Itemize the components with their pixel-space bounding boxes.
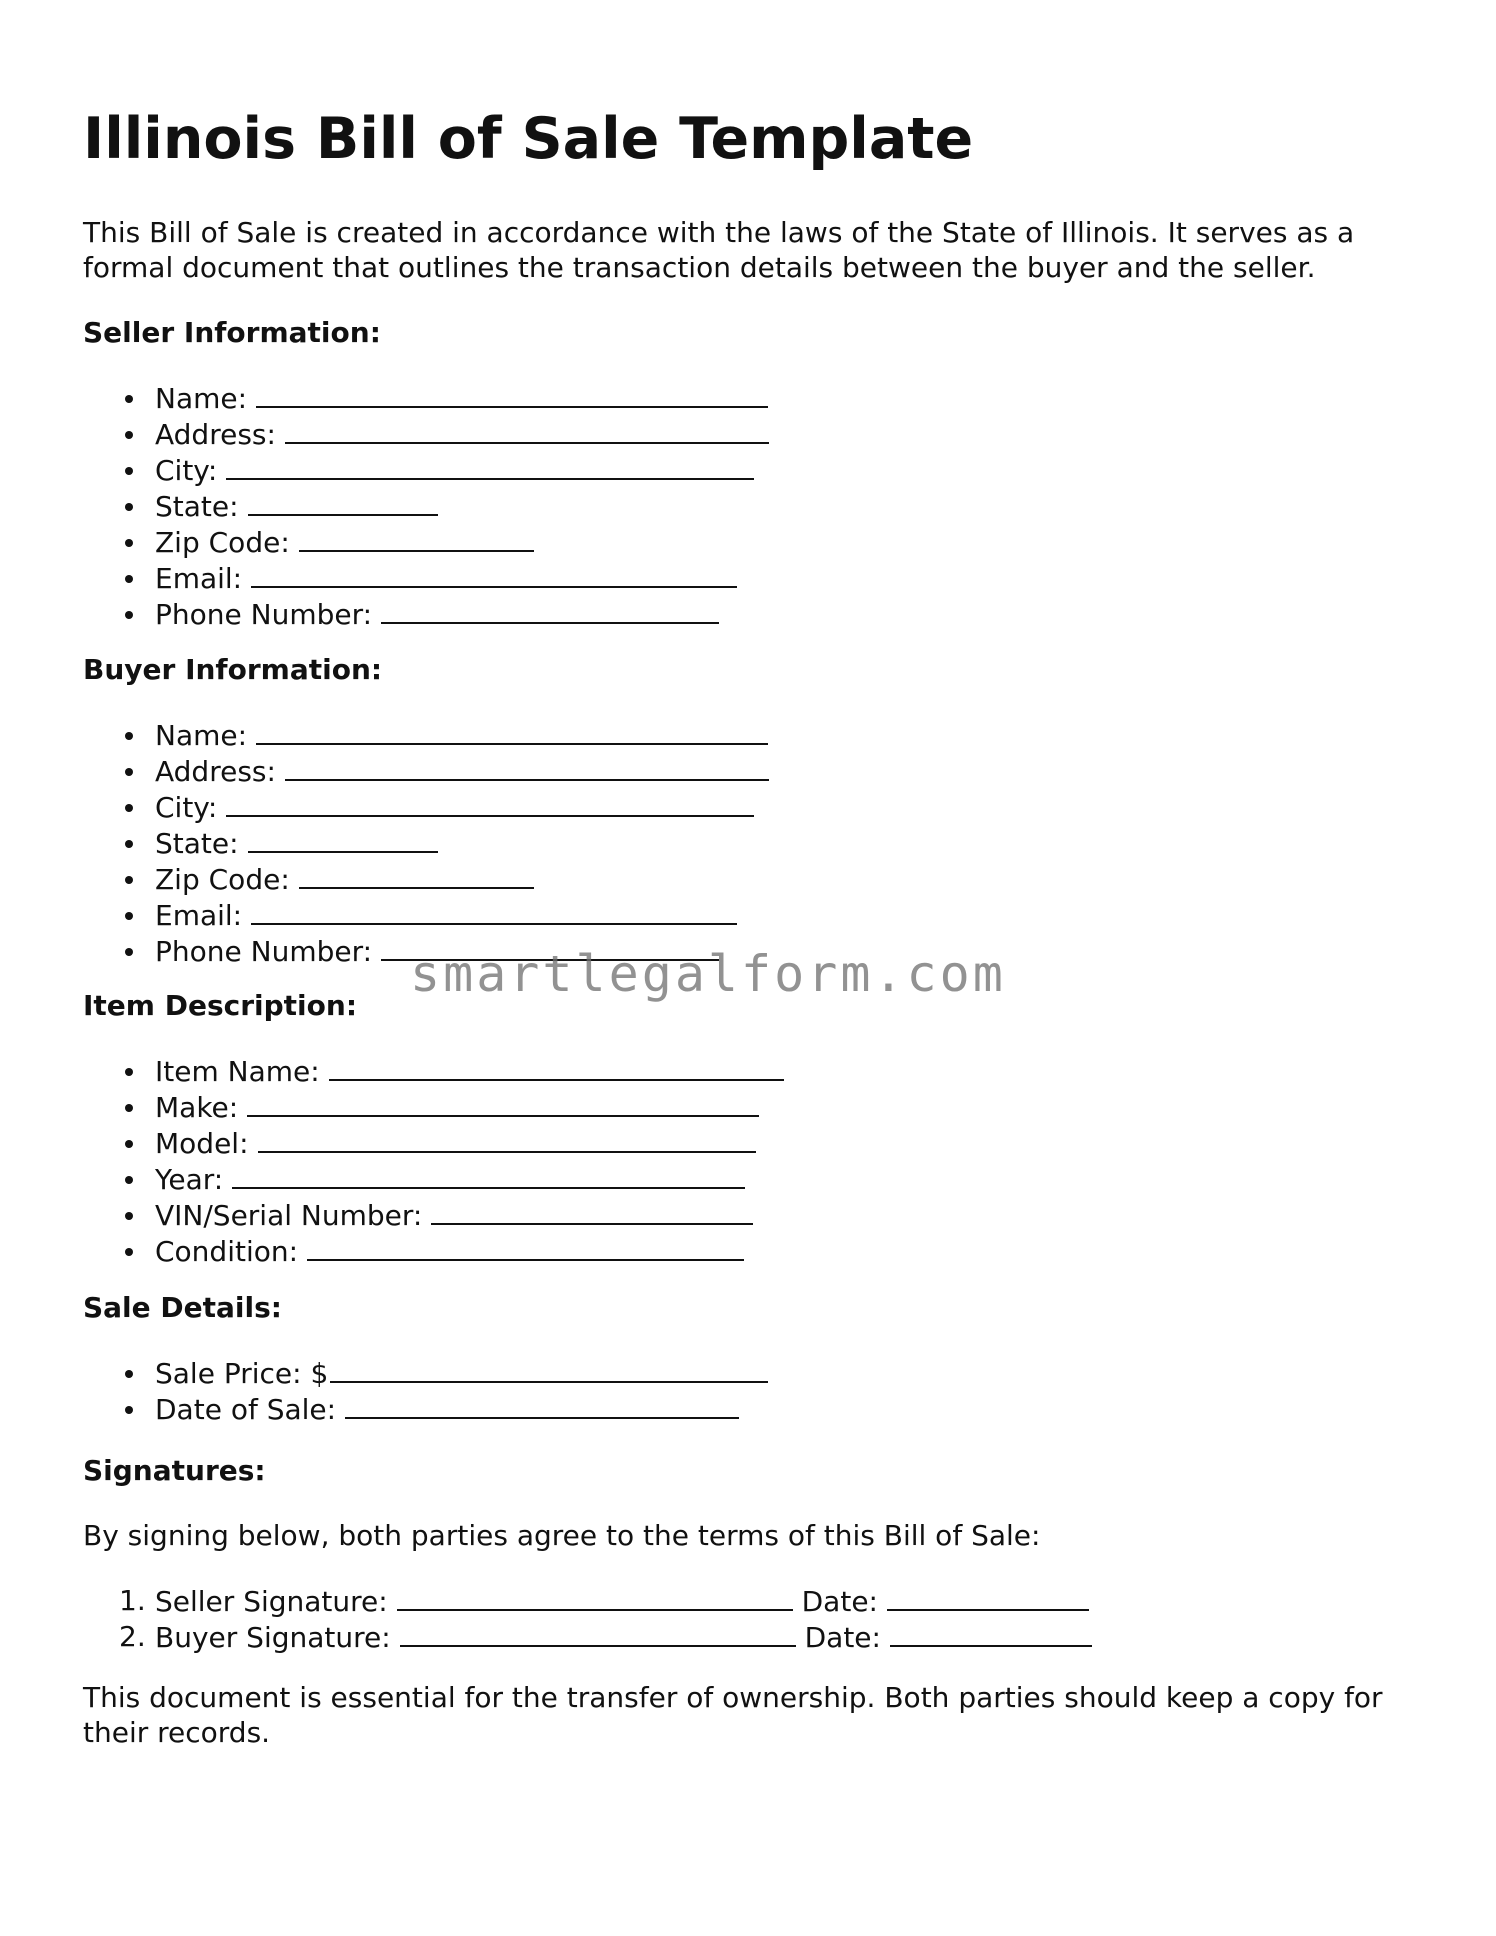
signature-list xyxy=(83,1583,1092,1655)
field-label: Year: xyxy=(155,1163,224,1196)
buyer-address-blank[interactable] xyxy=(285,753,769,781)
buyer-heading: Buyer Information: xyxy=(83,653,383,686)
field-label: Email: xyxy=(155,562,243,595)
buyer-city-blank[interactable] xyxy=(226,789,754,817)
signatures-heading: Signatures: xyxy=(83,1454,266,1487)
seller-address-blank[interactable] xyxy=(285,416,769,444)
list-number: 1. xyxy=(119,1584,146,1617)
seller-date-blank[interactable] xyxy=(887,1583,1089,1611)
field-label: City: xyxy=(155,791,218,824)
item-vin-field[interactable] xyxy=(83,1197,784,1233)
item-year-blank[interactable] xyxy=(232,1161,745,1189)
item-make-blank[interactable] xyxy=(247,1089,759,1117)
buyer-date-blank[interactable] xyxy=(890,1619,1092,1647)
buyer-state-field[interactable] xyxy=(83,825,769,861)
buyer-zip-field[interactable] xyxy=(83,861,769,897)
seller-heading: Seller Information: xyxy=(83,316,381,349)
buyer-zip-blank[interactable] xyxy=(299,861,534,889)
item-condition-field[interactable] xyxy=(83,1233,784,1269)
field-label: Sale Price: $ xyxy=(155,1357,329,1390)
sale-price-field[interactable] xyxy=(83,1355,768,1391)
buyer-email-blank[interactable] xyxy=(251,897,737,925)
item-condition-blank[interactable] xyxy=(307,1233,744,1261)
field-label: Phone Number: xyxy=(155,598,373,631)
item-heading: Item Description: xyxy=(83,989,358,1022)
field-label: VIN/Serial Number: xyxy=(155,1199,423,1232)
item-vin-blank[interactable] xyxy=(431,1197,753,1225)
closing-paragraph: This document is essential for the transfer of ownership. Both parties should keep a copy for their records. xyxy=(83,1681,1383,1749)
date-label: Date: xyxy=(801,1585,878,1618)
field-label: State: xyxy=(155,827,239,860)
seller-name-blank[interactable] xyxy=(256,380,768,408)
field-label: Item Name: xyxy=(155,1055,320,1088)
buyer-email-field[interactable] xyxy=(83,897,769,933)
field-label: Zip Code: xyxy=(155,526,290,559)
watermark-text: smartlegalform.com xyxy=(410,945,1006,1003)
buyer-field-list xyxy=(83,717,769,969)
seller-signature-line[interactable] xyxy=(83,1583,1092,1619)
seller-city-blank[interactable] xyxy=(226,452,754,480)
field-label: Address: xyxy=(155,755,276,788)
item-year-field[interactable] xyxy=(83,1161,784,1197)
date-label: Date: xyxy=(804,1621,881,1654)
field-label: State: xyxy=(155,490,239,523)
field-label: Name: xyxy=(155,719,248,752)
item-name-field[interactable] xyxy=(83,1053,784,1089)
field-label: Email: xyxy=(155,899,243,932)
seller-field-list xyxy=(83,380,769,632)
field-label: Model: xyxy=(155,1127,249,1160)
buyer-city-field[interactable] xyxy=(83,789,769,825)
sale-date-blank[interactable] xyxy=(345,1391,739,1419)
field-label: Name: xyxy=(155,382,248,415)
buyer-state-blank[interactable] xyxy=(248,825,438,853)
signature-label: Seller Signature: xyxy=(155,1585,388,1618)
seller-name-field[interactable] xyxy=(83,380,769,416)
seller-email-blank[interactable] xyxy=(251,560,737,588)
document-title: Illinois Bill of Sale Template xyxy=(83,106,974,172)
buyer-name-blank[interactable] xyxy=(256,717,768,745)
seller-zip-field[interactable] xyxy=(83,524,769,560)
sale-field-list xyxy=(83,1355,768,1427)
buyer-signature-line[interactable] xyxy=(83,1619,1092,1655)
item-field-list xyxy=(83,1053,784,1269)
field-label: Make: xyxy=(155,1091,239,1124)
sale-price-blank[interactable] xyxy=(330,1355,768,1383)
field-label: Address: xyxy=(155,418,276,451)
intro-paragraph: This Bill of Sale is created in accordance with the laws of the State of Illinois. It serves as a formal document that outlines the transaction details between the buyer and the seller. xyxy=(83,216,1355,284)
seller-zip-blank[interactable] xyxy=(299,524,534,552)
buyer-name-field[interactable] xyxy=(83,717,769,753)
seller-phone-field[interactable] xyxy=(83,596,769,632)
sale-date-field[interactable] xyxy=(83,1391,768,1427)
item-model-field[interactable] xyxy=(83,1125,784,1161)
field-label: City: xyxy=(155,454,218,487)
seller-email-field[interactable] xyxy=(83,560,769,596)
field-label: Date of Sale: xyxy=(155,1393,337,1426)
item-name-blank[interactable] xyxy=(329,1053,784,1081)
buyer-address-field[interactable] xyxy=(83,753,769,789)
seller-signature-blank[interactable] xyxy=(397,1583,793,1611)
sale-heading: Sale Details: xyxy=(83,1291,282,1324)
field-label: Zip Code: xyxy=(155,863,290,896)
list-number: 2. xyxy=(119,1620,146,1653)
item-model-blank[interactable] xyxy=(258,1125,756,1153)
seller-address-field[interactable] xyxy=(83,416,769,452)
seller-phone-blank[interactable] xyxy=(381,596,719,624)
buyer-signature-blank[interactable] xyxy=(400,1619,796,1647)
seller-state-blank[interactable] xyxy=(248,488,438,516)
item-make-field[interactable] xyxy=(83,1089,784,1125)
signature-label: Buyer Signature: xyxy=(155,1621,391,1654)
seller-state-field[interactable] xyxy=(83,488,769,524)
seller-city-field[interactable] xyxy=(83,452,769,488)
signatures-intro: By signing below, both parties agree to the terms of this Bill of Sale: xyxy=(83,1519,1041,1552)
field-label: Condition: xyxy=(155,1235,299,1268)
field-label: Phone Number: xyxy=(155,935,373,968)
